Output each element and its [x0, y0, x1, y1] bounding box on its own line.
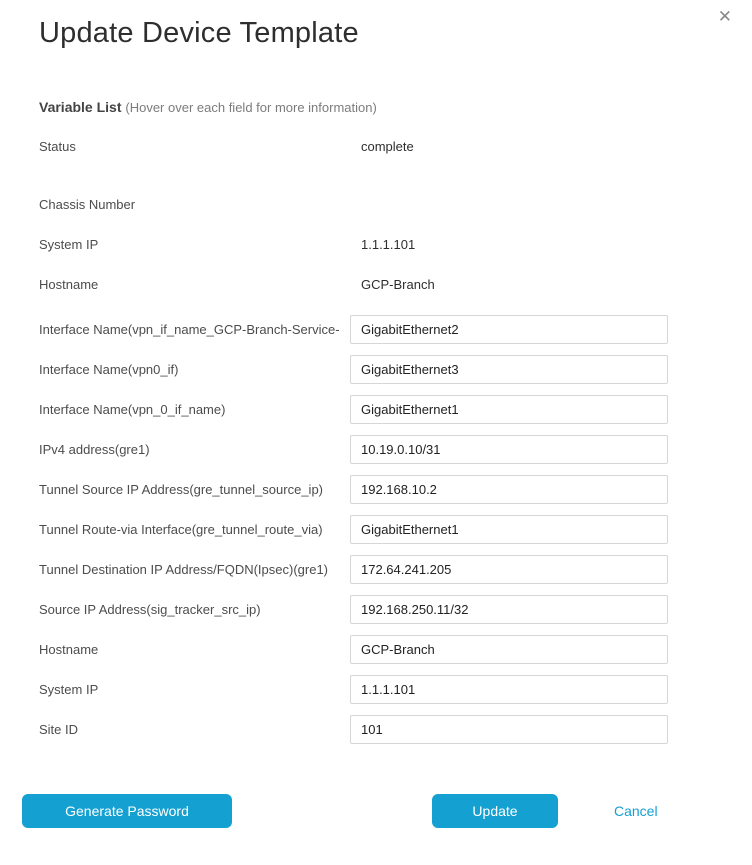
gre-tunnel-route-via-input[interactable] — [350, 515, 668, 544]
ipv4-address-gre1-label: IPv4 address(gre1) — [39, 442, 150, 457]
interface-name-vpn0-if-label: Interface Name(vpn0_if) — [39, 362, 179, 377]
row-chassis-number — [39, 195, 668, 213]
status-label: Status — [39, 138, 76, 154]
row-hostname-input — [39, 635, 668, 664]
gre1-tunnel-destination-input[interactable] — [350, 555, 668, 584]
row-tunnel-route-via — [39, 515, 668, 544]
sig-tracker-src-ip-input[interactable] — [350, 595, 668, 624]
variable-list — [39, 137, 668, 744]
hostname-label: Hostname — [39, 276, 99, 292]
vpn-if-name-input[interactable] — [350, 315, 668, 344]
cancel-link[interactable]: Cancel — [614, 803, 658, 819]
sig-tracker-src-ip-label: Source IP Address(sig_tracker_src_ip) — [39, 602, 261, 617]
variable-list-label: Variable List — [39, 99, 122, 115]
page-title: Update Device Template — [39, 17, 359, 49]
system-ip-value: 1.1.1.101 — [361, 236, 416, 252]
row-tunnel-source-ip — [39, 475, 668, 504]
row-status — [39, 137, 668, 155]
status-value: complete — [361, 138, 414, 154]
interface-name-service-vpn-label: Interface Name(vpn_if_name_GCP-Branch-Service- — [39, 322, 340, 337]
row-site-id — [39, 715, 668, 744]
update-button[interactable]: Update — [432, 794, 558, 828]
hostname-value: GCP-Branch — [361, 276, 435, 292]
vpn0-if-input[interactable] — [350, 355, 668, 384]
close-icon[interactable]: ✕ — [717, 7, 732, 26]
interface-name-vpn-0-if-name-label: Interface Name(vpn_0_if_name) — [39, 402, 226, 417]
site-id-input[interactable] — [350, 715, 668, 744]
row-system-ip-input — [39, 675, 668, 704]
row-interface-name-vpn0-if — [39, 355, 668, 384]
hostname-input[interactable] — [350, 635, 668, 664]
row-ipv4-address-gre1 — [39, 435, 668, 464]
generate-password-button[interactable]: Generate Password — [22, 794, 232, 828]
tunnel-source-ip-label: Tunnel Source IP Address(gre_tunnel_source_ip) — [39, 482, 324, 497]
row-hostname-static — [39, 275, 668, 293]
system-ip-input[interactable] — [350, 675, 668, 704]
gre1-ipv4-address-input[interactable] — [350, 435, 668, 464]
row-sig-tracker-src-ip — [39, 595, 668, 624]
gre-tunnel-source-ip-input[interactable] — [350, 475, 668, 504]
row-system-ip-static — [39, 235, 668, 253]
row-tunnel-destination — [39, 555, 668, 584]
chassis-number-label: Chassis Number — [39, 196, 136, 212]
hostname-input-label: Hostname — [39, 642, 99, 657]
variable-list-heading — [39, 99, 752, 115]
site-id-label: Site ID — [39, 722, 79, 737]
row-interface-name-vpn-0-if-name — [39, 395, 668, 424]
row-interface-name-service-vpn — [39, 315, 668, 344]
dialog-footer — [0, 794, 752, 828]
system-ip-input-label: System IP — [39, 682, 99, 697]
system-ip-label: System IP — [39, 236, 99, 252]
tunnel-destination-label: Tunnel Destination IP Address/FQDN(Ipsec)(gre1) — [39, 562, 329, 577]
tunnel-route-via-label: Tunnel Route-via Interface(gre_tunnel_route_via) — [39, 522, 323, 537]
variable-list-hint: (Hover over each field for more information) — [125, 100, 377, 115]
vpn-0-if-name-input[interactable] — [350, 395, 668, 424]
